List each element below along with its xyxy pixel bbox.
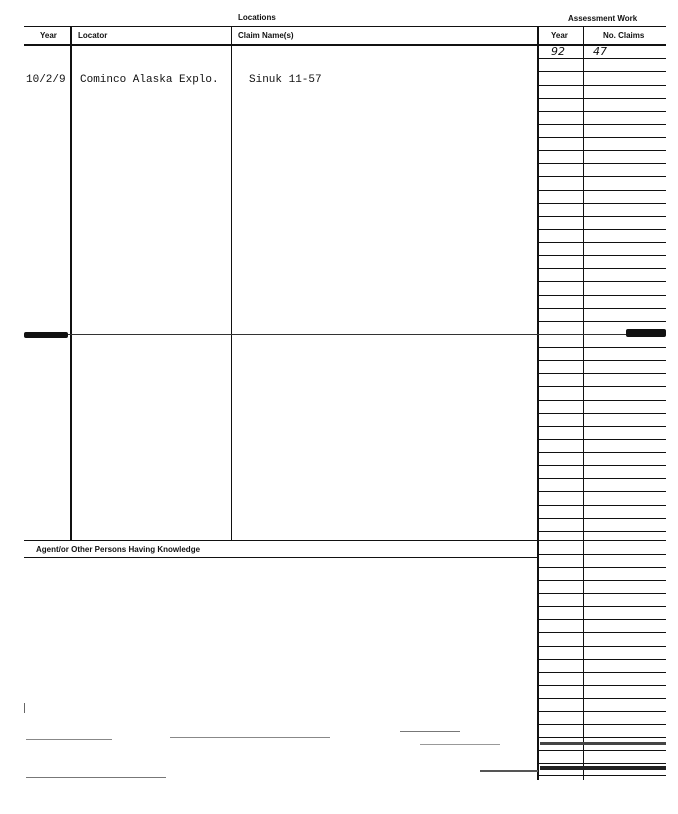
col-header-aw-year: Year [551, 31, 568, 40]
entry-locator: Cominco Alaska Explo. [80, 74, 219, 86]
col-header-locator: Locator [78, 31, 108, 40]
header-top-rule [24, 26, 666, 27]
entry-claim-names: Sinuk 11-57 [249, 74, 322, 86]
divider-locator-claims [231, 26, 232, 540]
ink-smudge-left [24, 332, 68, 338]
entry-year: 10/2/9 [26, 74, 66, 86]
ink-smudge-right [626, 329, 666, 337]
assessment-year-value: 92 [551, 45, 565, 58]
divider-aw-year-claims [583, 26, 584, 780]
assessment-work-title: Assessment Work [568, 14, 638, 23]
agent-section-bottom-rule [24, 557, 538, 558]
assessment-no-claims-value: 47 [593, 45, 607, 58]
col-header-no-claims: No. Claims [603, 31, 645, 40]
agent-section-label: Agent/or Other Persons Having Knowledge [36, 545, 201, 554]
locations-title: Locations [238, 13, 276, 22]
divider-year-locator [70, 26, 72, 540]
divider-claims-assessment [537, 26, 539, 780]
header-bottom-rule [24, 44, 666, 46]
col-header-year: Year [40, 31, 57, 40]
agent-section-top-rule [24, 540, 666, 541]
mid-divider-rule [24, 334, 666, 335]
col-header-claim-names: Claim Name(s) [238, 31, 294, 40]
